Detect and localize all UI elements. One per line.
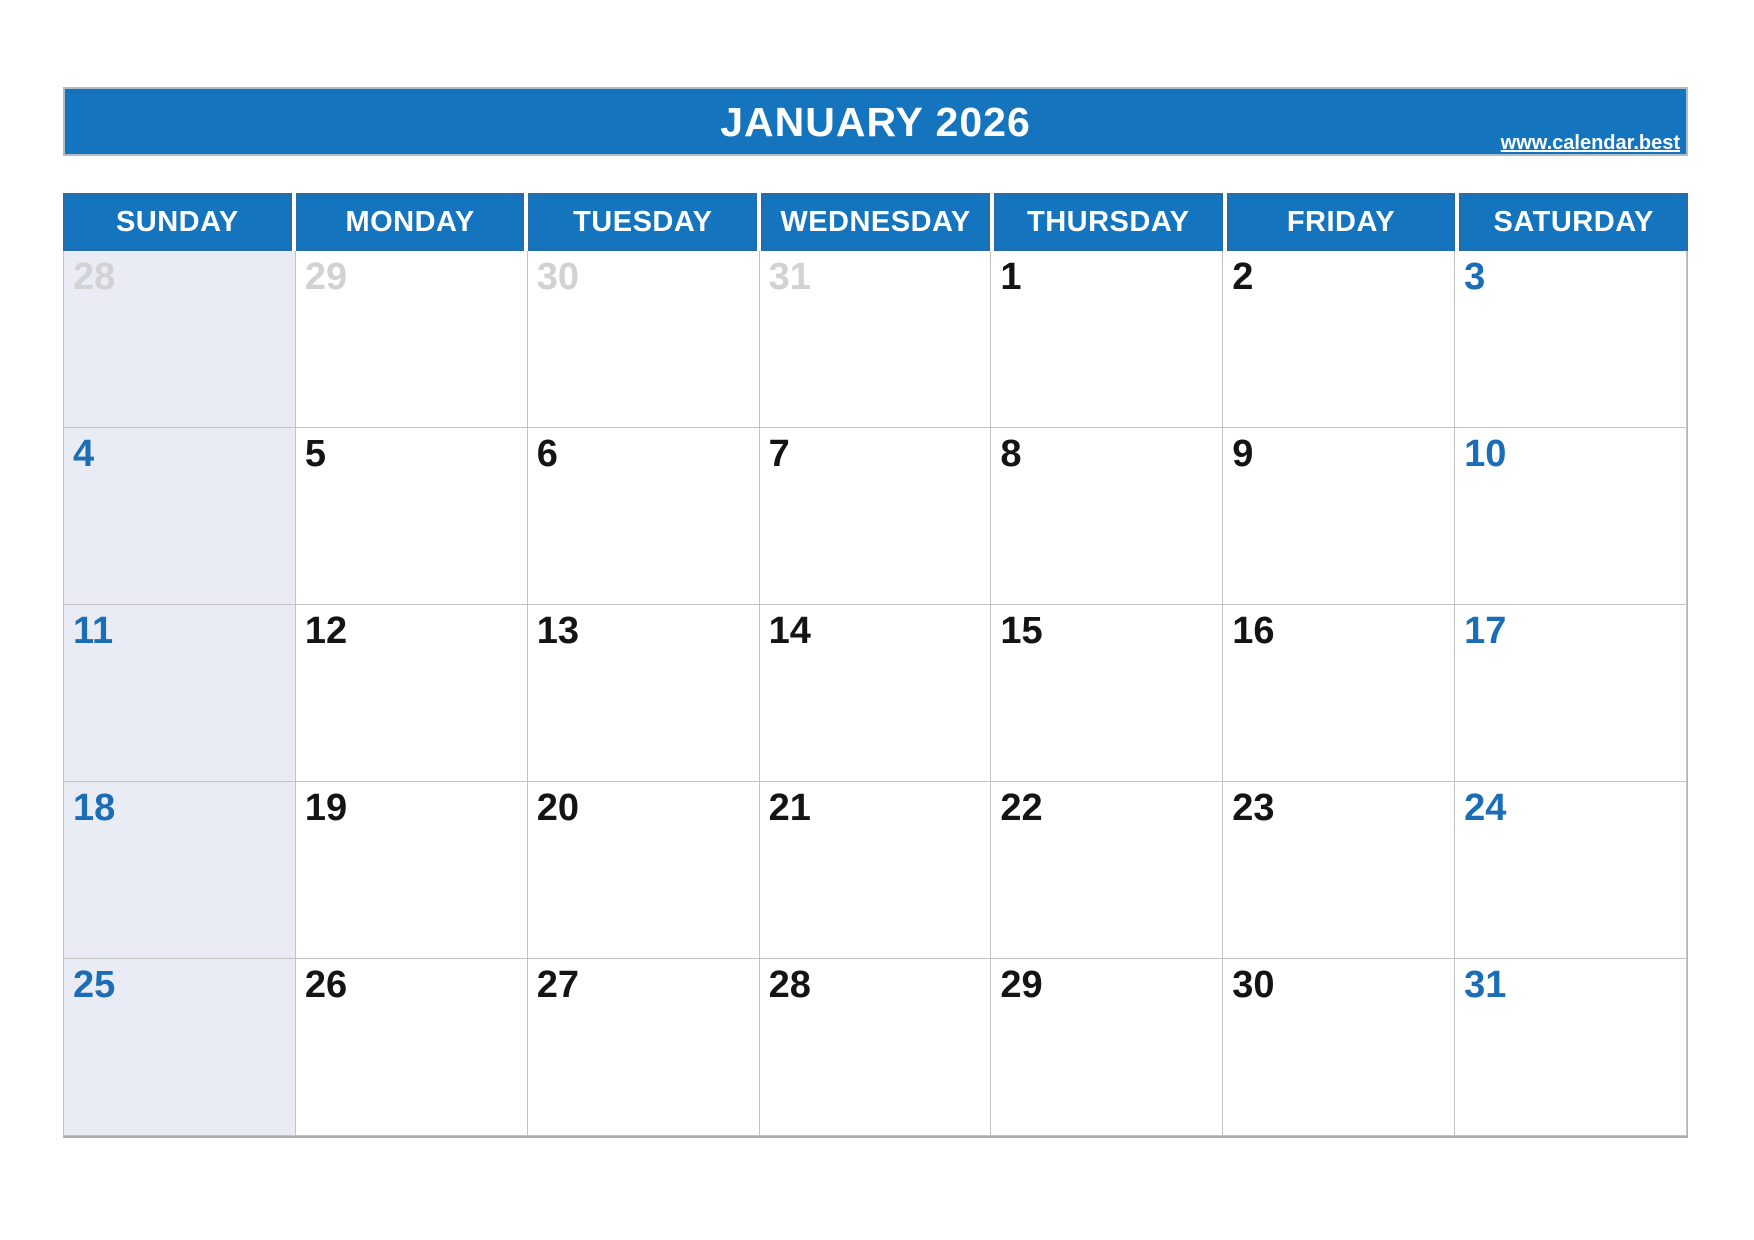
weekday-header-friday: FRIDAY	[1227, 193, 1456, 251]
date-cell: 4	[64, 428, 296, 605]
date-cell: 22	[991, 782, 1223, 959]
date-cell: 14	[760, 605, 992, 782]
date-cell: 23	[1223, 782, 1455, 959]
calendar	[63, 193, 1688, 1138]
weekday-header-monday: MONDAY	[296, 193, 525, 251]
date-grid	[63, 251, 1688, 1138]
date-cell: 29	[296, 251, 528, 428]
month-title: JANUARY 2026	[720, 99, 1031, 145]
date-cell: 20	[528, 782, 760, 959]
date-cell: 19	[296, 782, 528, 959]
date-cell: 10	[1455, 428, 1687, 605]
date-cell: 13	[528, 605, 760, 782]
date-cell: 28	[64, 251, 296, 428]
date-cell: 27	[528, 959, 760, 1136]
weekday-header-tuesday: TUESDAY	[528, 193, 757, 251]
date-cell: 29	[991, 959, 1223, 1136]
date-cell: 17	[1455, 605, 1687, 782]
date-cell: 24	[1455, 782, 1687, 959]
date-cell: 28	[760, 959, 992, 1136]
title-bar	[63, 87, 1688, 156]
date-cell: 6	[528, 428, 760, 605]
weekday-header-saturday: SATURDAY	[1459, 193, 1688, 251]
date-cell: 30	[528, 251, 760, 428]
date-cell: 7	[760, 428, 992, 605]
date-cell: 21	[760, 782, 992, 959]
date-cell: 11	[64, 605, 296, 782]
date-cell: 12	[296, 605, 528, 782]
date-cell: 3	[1455, 251, 1687, 428]
date-cell: 31	[760, 251, 992, 428]
date-cell: 8	[991, 428, 1223, 605]
weekday-header-row	[63, 193, 1688, 251]
date-cell: 5	[296, 428, 528, 605]
date-cell: 30	[1223, 959, 1455, 1136]
date-cell: 2	[1223, 251, 1455, 428]
date-cell: 18	[64, 782, 296, 959]
weekday-header-sunday: SUNDAY	[63, 193, 292, 251]
date-cell: 1	[991, 251, 1223, 428]
date-cell: 15	[991, 605, 1223, 782]
weekday-header-wednesday: WEDNESDAY	[761, 193, 990, 251]
website-link[interactable]: www.calendar.best	[1500, 132, 1680, 154]
date-cell: 25	[64, 959, 296, 1136]
date-cell: 9	[1223, 428, 1455, 605]
date-cell: 16	[1223, 605, 1455, 782]
date-cell: 26	[296, 959, 528, 1136]
date-cell: 31	[1455, 959, 1687, 1136]
weekday-header-thursday: THURSDAY	[994, 193, 1223, 251]
